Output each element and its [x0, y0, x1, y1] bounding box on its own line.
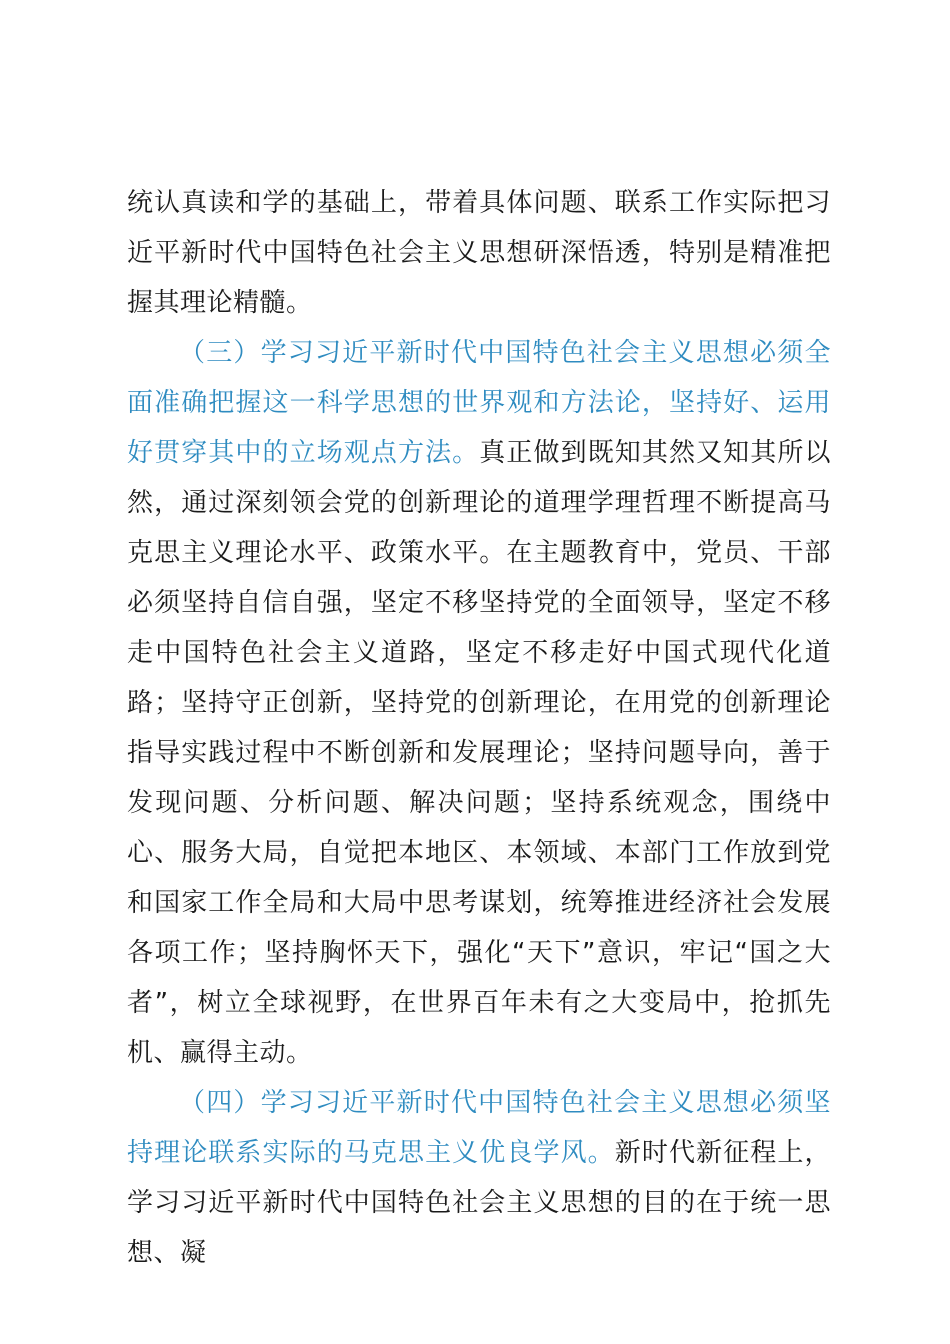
document-body: [127, 178, 831, 1278]
section-heading-3: （三）学习习近平新时代中国特色社会主义思想必须全面准确把握这一科学思想的世界观和方法论，坚持好、运用好贯穿其中的立场观点方法。: [127, 338, 831, 468]
paragraph-text: 统认真读和学的基础上，带着具体问题、联系工作实际把习近平新时代中国特色社会主义思想研深悟透，特别是精准把握其理论精髓。: [127, 188, 831, 318]
paragraph-section-4: [127, 1078, 831, 1278]
paragraph-continuation: [127, 178, 831, 328]
paragraph-text: 真正做到既知其然又知其所以然，通过深刻领会党的创新理论的道理学理哲理不断提高马克思主义理论水平、政策水平。在主题教育中，党员、干部必须坚持自信自强，坚定不移坚持党的全面领导，坚定不移走中国特色社会主义道路，坚定不移走好中国式现代化道路；坚持守正创新，坚持党的创新理论，在用党的创新理论指导实践过程中不断创新和发展理论；坚持问题导向，善于发现问题、分析问题、解决问题；坚持系统观念，围绕中心、服务大局，自觉把本地区、本领域、本部门工作放到党和国家工作全局和大局中思考谋划，统筹推进经济社会发展各项工作；坚持胸怀天下，强化“天下”意识，牢记“国之大者”，树立全球视野，在世界百年未有之大变局中，抢抓先机、赢得主动。: [127, 438, 831, 1068]
paragraph-text: 新时代新征程上，学习习近平新时代中国特色社会主义思想的目的在于统一思想、凝: [127, 1138, 831, 1268]
paragraph-section-3: [127, 328, 831, 1078]
section-heading-4: （四）学习习近平新时代中国特色社会主义思想必须坚持理论联系实际的马克思主义优良学风。: [127, 1088, 831, 1168]
